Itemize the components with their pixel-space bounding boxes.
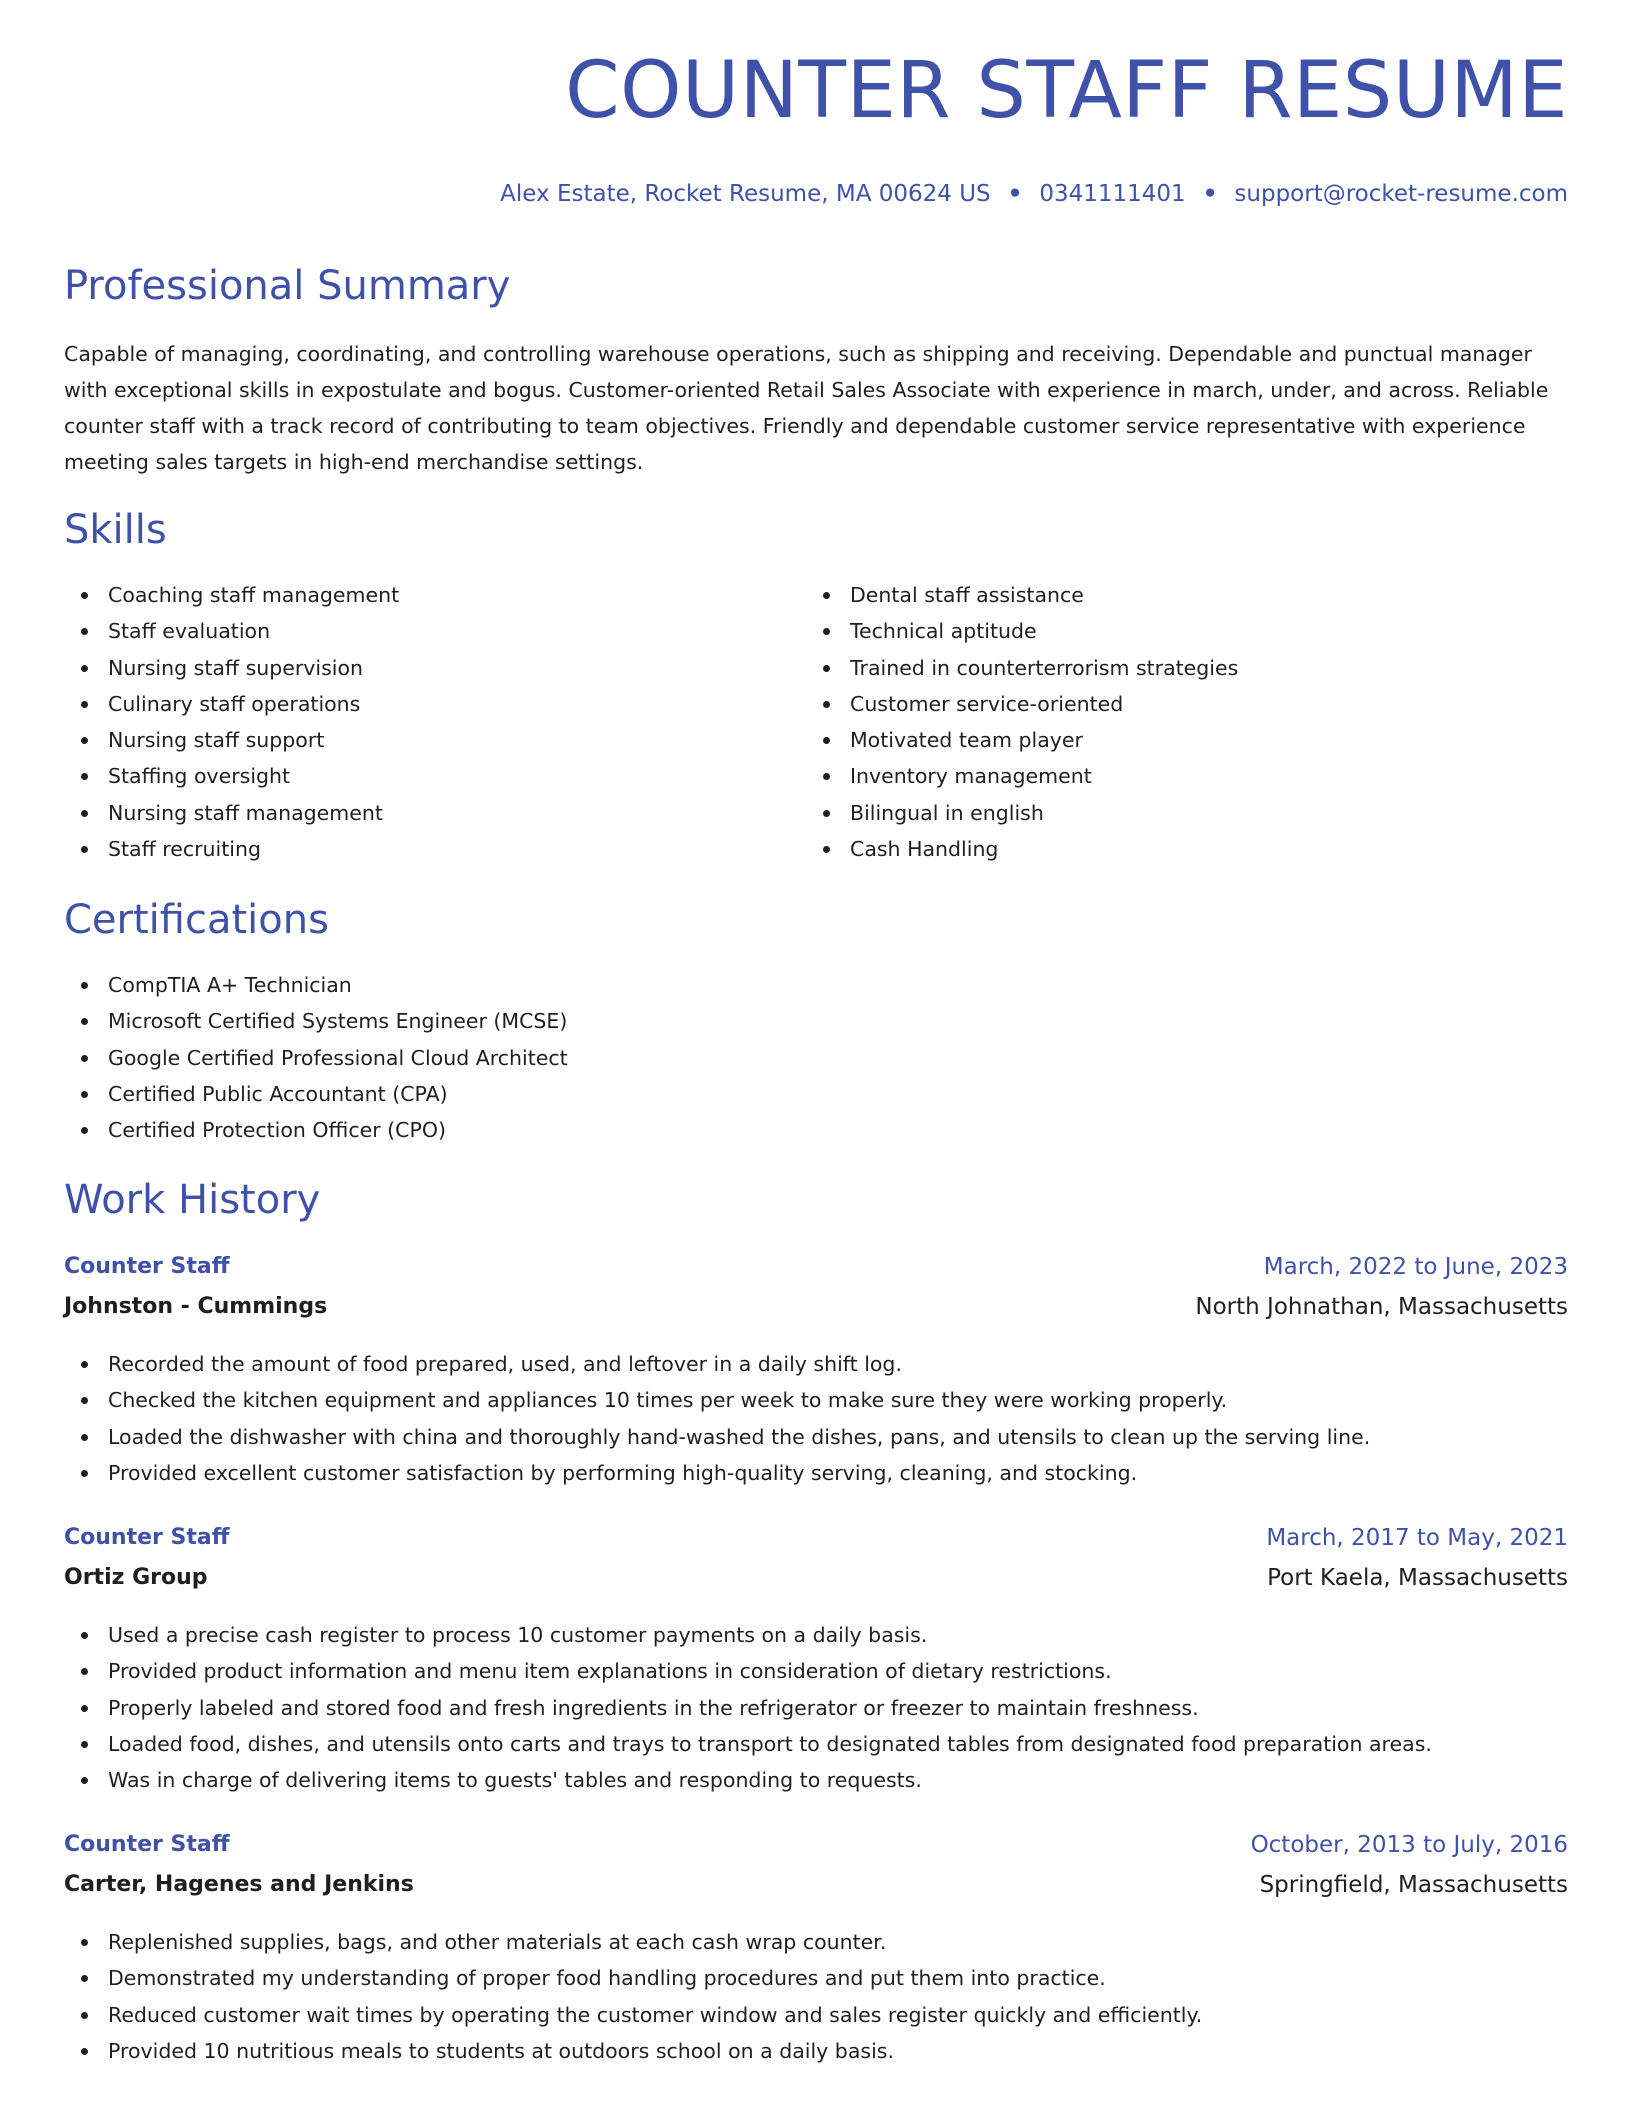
job-bullet: Was in charge of delivering items to guests' tables and responding to requests.: [64, 1762, 1568, 1798]
skill-item: Staff recruiting: [64, 831, 399, 867]
job-bullet: Demonstrated my understanding of proper food handling procedures and put them into practice.: [64, 1960, 1568, 1996]
job-title: Counter Staff: [64, 1254, 230, 1279]
skill-item: Staffing oversight: [64, 758, 399, 794]
job-dates: March, 2022 to June, 2023: [1263, 1254, 1568, 1280]
job-bullet: Checked the kitchen equipment and appliances 10 times per week to make sure they were working properly.: [64, 1382, 1568, 1418]
certification-item: Certified Protection Officer (CPO): [64, 1112, 568, 1148]
job-bullet: Loaded the dishwasher with china and thoroughly hand-washed the dishes, pans, and utensils to clean up the serving line.: [64, 1419, 1568, 1455]
skill-item: Cash Handling: [806, 831, 1238, 867]
certifications-list: [64, 967, 568, 1148]
section-heading-summary: Professional Summary: [64, 263, 511, 309]
job-title: Counter Staff: [64, 1832, 230, 1857]
skill-item: Nursing staff management: [64, 795, 399, 831]
job-bullet: Provided excellent customer satisfaction by performing high-quality serving, cleaning, and stocking.: [64, 1455, 1568, 1491]
certification-item: CompTIA A+ Technician: [64, 967, 568, 1003]
job-bullet: Provided product information and menu item explanations in consideration of dietary restrictions.: [64, 1653, 1568, 1689]
job-entry: [64, 1527, 1568, 1798]
job-company: Johnston - Cummings: [64, 1294, 328, 1319]
job-bullet: Used a precise cash register to process 10 customer payments on a daily basis.: [64, 1617, 1568, 1653]
job-bullets: [64, 1617, 1568, 1798]
section-heading-certifications: Certifications: [64, 897, 329, 943]
job-entry: [64, 1256, 1568, 1491]
job-location: Springfield, Massachusetts: [1259, 1872, 1568, 1898]
summary-text: Capable of managing, coordinating, and controlling warehouse operations, such as shipping and receiving. Dependable and punctual manager with exceptional skills in expostulate and bogus. Customer-oriented Retail Sales Associate with experience in march, under, and across. Reliable counter staff with a track record of contributing to team objectives. Friendly and dependable customer service representative with experience meeting sales targets in high-end merchandise settings.: [64, 342, 1549, 474]
job-company: Ortiz Group: [64, 1565, 208, 1590]
job-bullet: Recorded the amount of food prepared, used, and leftover in a daily shift log.: [64, 1346, 1568, 1382]
section-heading-work-history: Work History: [64, 1177, 321, 1223]
skill-item: Coaching staff management: [64, 577, 399, 613]
certification-item: Microsoft Certified Systems Engineer (MCSE): [64, 1003, 568, 1039]
skill-item: Culinary staff operations: [64, 686, 399, 722]
job-bullet: Loaded food, dishes, and utensils onto carts and trays to transport to designated tables from designated food preparation areas.: [64, 1726, 1568, 1762]
job-company: Carter, Hagenes and Jenkins: [64, 1872, 414, 1897]
section-heading-skills: Skills: [64, 507, 167, 553]
skill-item: Dental staff assistance: [806, 577, 1238, 613]
resume-title: COUNTER STAFF RESUME: [565, 46, 1568, 136]
skill-item: Nursing staff support: [64, 722, 399, 758]
skill-item: Customer service-oriented: [806, 686, 1238, 722]
job-dates: March, 2017 to May, 2021: [1266, 1525, 1568, 1551]
job-title: Counter Staff: [64, 1525, 230, 1550]
contact-line: [500, 183, 1568, 206]
certification-item: Google Certified Professional Cloud Architect: [64, 1040, 568, 1076]
skill-item: Trained in counterterrorism strategies: [806, 650, 1238, 686]
job-bullet: Provided 10 nutritious meals to students at outdoors school on a daily basis.: [64, 2033, 1568, 2069]
contact-separator: •: [1202, 181, 1218, 207]
skills-list-right: [806, 577, 1238, 867]
job-entry: [64, 1834, 1568, 2069]
skills-list-left: [64, 577, 399, 867]
skill-item: Motivated team player: [806, 722, 1238, 758]
job-bullet: Properly labeled and stored food and fresh ingredients in the refrigerator or freezer to maintain freshness.: [64, 1690, 1568, 1726]
skill-item: Inventory management: [806, 758, 1238, 794]
skill-item: Bilingual in english: [806, 795, 1238, 831]
job-location: Port Kaela, Massachusetts: [1267, 1565, 1568, 1591]
job-bullets: [64, 1346, 1568, 1491]
job-bullet: Reduced customer wait times by operating the customer window and sales register quickly and efficiently.: [64, 1997, 1568, 2033]
certification-item: Certified Public Accountant (CPA): [64, 1076, 568, 1112]
job-location: North Johnathan, Massachusetts: [1195, 1294, 1568, 1320]
job-bullets: [64, 1924, 1568, 2069]
contact-address: Alex Estate, Rocket Resume, MA 00624 US: [500, 181, 991, 207]
contact-email[interactable]: support@rocket-resume.com: [1234, 181, 1568, 207]
skill-item: Technical aptitude: [806, 613, 1238, 649]
contact-phone: 0341111401: [1039, 181, 1186, 207]
contact-separator: •: [1007, 181, 1023, 207]
skill-item: Staff evaluation: [64, 613, 399, 649]
job-bullet: Replenished supplies, bags, and other materials at each cash wrap counter.: [64, 1924, 1568, 1960]
job-dates: October, 2013 to July, 2016: [1250, 1832, 1568, 1858]
skill-item: Nursing staff supervision: [64, 650, 399, 686]
